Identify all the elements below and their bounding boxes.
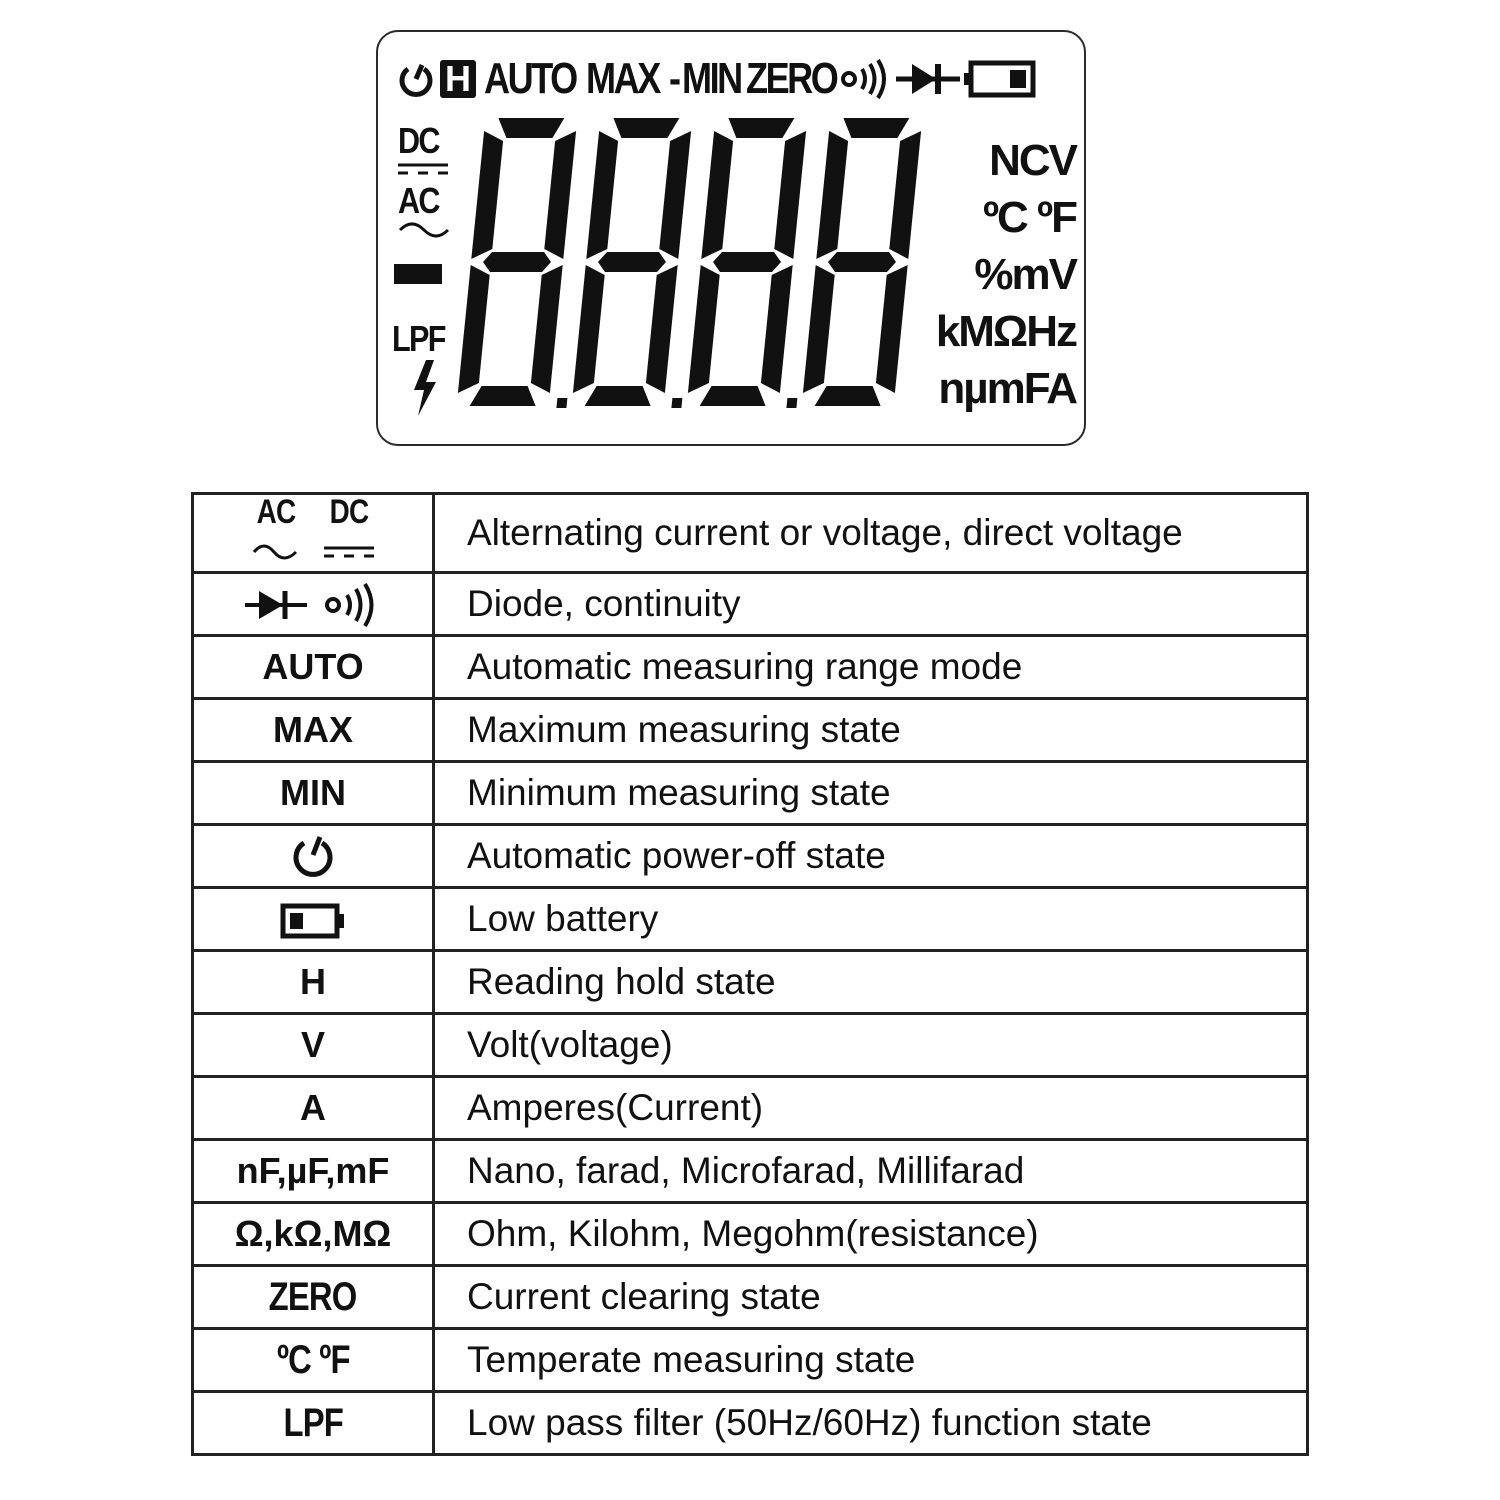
segment-a [498,118,564,138]
description-cell: Ohm, Kilohm, Megohm(resistance) [434,1203,1308,1266]
segment-g [828,252,896,272]
description-cell: Temperate measuring state [434,1329,1308,1392]
table-row [193,1392,1308,1455]
segment-d [700,386,766,406]
unit-percent-mv: %mV [974,250,1076,299]
continuity-icon [323,583,381,627]
segment-g [483,252,551,272]
segment-c [876,265,908,393]
symbol-cell [193,573,434,636]
table-row [193,699,1308,762]
lpf-label: LPF [283,1400,343,1445]
symbol-cell: Ω,kΩ,MΩ [193,1203,434,1266]
dc-dashes-icon [398,162,454,176]
lpf-indicator: LPF [392,318,445,359]
low-battery-icon [280,903,346,939]
segment-a [728,118,794,138]
table-row [193,494,1308,573]
table-row [193,762,1308,825]
table-row [193,573,1308,636]
power-off-icon [290,833,336,879]
decimal-point [671,398,682,408]
lcd-digit [573,118,691,408]
symbol-cell: MAX [193,699,434,762]
power-off-icon [396,59,436,99]
description-cell: Minimum measuring state [434,762,1308,825]
symbol-cell [193,888,434,951]
segment-e [688,265,720,393]
segment-f [471,131,503,259]
segment-c [531,265,563,393]
hold-indicator: H [440,60,476,98]
table-row [193,1266,1308,1329]
description-cell: Automatic measuring range mode [434,636,1308,699]
unit-temperature: ºC ºF [982,193,1076,242]
lcd-digit [803,118,921,406]
segment-g [598,252,666,272]
segment-f [816,131,848,259]
segment-a [843,118,909,138]
segment-b [774,131,806,259]
segment-e [803,265,835,393]
max-indicator: MAX [585,54,659,103]
description-cell: Low battery [434,888,1308,951]
description-cell: Maximum measuring state [434,699,1308,762]
segment-b [659,131,691,259]
battery-icon [964,59,1036,99]
table-row [193,951,1308,1014]
lcd-unit-indicators [936,132,1076,417]
segment-g [713,252,781,272]
description-cell: Volt(voltage) [434,1014,1308,1077]
symbol-legend-table [191,492,1309,1456]
description-cell: Current clearing state [434,1266,1308,1329]
auto-indicator: AUTO [484,54,576,103]
table-row [193,888,1308,951]
symbol-cell: nF,µF,mF [193,1140,434,1203]
description-cell: Amperes(Current) [434,1077,1308,1140]
table-row [193,636,1308,699]
lcd-digit [688,118,806,408]
continuity-icon [840,59,892,99]
symbol-cell: AUTO [193,636,434,699]
dc-label: DC [329,493,369,531]
table-row [193,1140,1308,1203]
symbol-cell: MIN [193,762,434,825]
segment-d [585,386,651,406]
zero-indicator: ZERO [745,54,837,103]
temperature-label: ºC ºF [276,1337,350,1382]
symbol-cell: V [193,1014,434,1077]
diode-icon [245,585,307,625]
decimal-point [556,398,567,408]
segment-d [470,386,536,406]
table-row [193,1203,1308,1266]
high-voltage-icon [406,360,446,416]
segment-c [646,265,678,393]
symbol-cell [193,1392,434,1455]
lcd-display [376,30,1086,446]
symbol-cell [193,494,434,573]
zero-label: ZERO [269,1274,357,1319]
table-row [193,1014,1308,1077]
table-row [193,1077,1308,1140]
ac-label: AC [256,493,296,531]
description-cell: Reading hold state [434,951,1308,1014]
segment-d [815,386,881,406]
symbol-cell: H [193,951,434,1014]
unit-kmohm-hz: kMΩHz [935,307,1076,356]
segment-c [761,265,793,393]
segment-b [889,131,921,259]
segment-a [613,118,679,138]
segment-f [586,131,618,259]
segment-e [458,265,490,393]
symbol-cell [193,1266,434,1329]
symbol-cell [193,825,434,888]
symbol-cell [193,1329,434,1392]
description-cell: Low pass filter (50Hz/60Hz) function state [434,1392,1308,1455]
table-row [193,1329,1308,1392]
min-indicator: MIN [682,54,742,103]
symbol-cell: A [193,1077,434,1140]
description-cell: Automatic power-off state [434,825,1308,888]
description-cell: Nano, farad, Microfarad, Millifarad [434,1140,1308,1203]
segment-b [544,131,576,259]
lcd-top-indicators [396,54,1036,104]
description-cell: Diode, continuity [434,573,1308,636]
segment-e [573,265,605,393]
decimal-point [786,398,797,408]
lcd-digit [458,118,576,408]
seven-segment-digits [448,112,948,432]
unit-ncv: NCV [989,136,1076,185]
ac-indicator: AC [398,180,439,221]
unit-numfa: nµmFA [938,364,1076,413]
ac-wave-icon [398,222,454,238]
diode-icon [896,59,960,99]
table-row [193,825,1308,888]
ac-wave-icon [252,544,300,560]
segment-f [701,131,733,259]
description-cell: Alternating current or voltage, direct voltage [434,494,1308,573]
dc-dashes-icon [324,544,374,560]
dash-indicator: - [668,54,679,103]
dc-indicator: DC [398,120,439,161]
minus-sign-segment [394,264,442,284]
